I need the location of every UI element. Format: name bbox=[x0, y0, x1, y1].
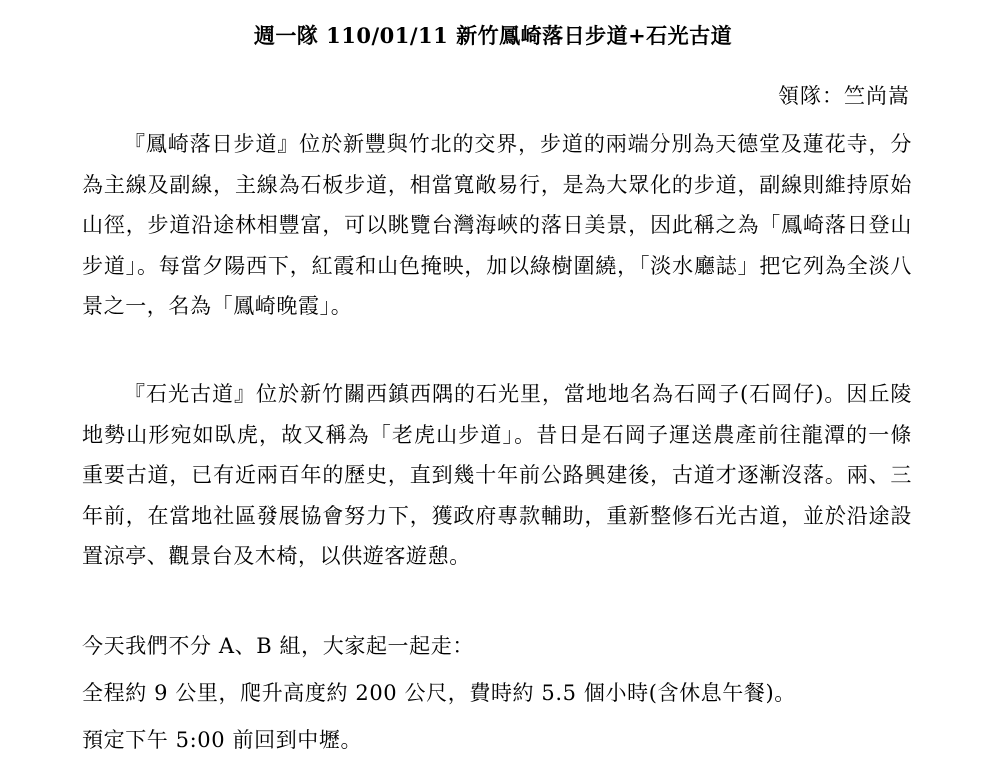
page-title: 週一隊 110/01/11 新竹鳳崎落日步道+石光古道 bbox=[253, 23, 733, 48]
leader-line: 領隊：竺尚嵩 bbox=[778, 84, 910, 108]
note-groups: 今天我們不分 A、B 組，大家起一起走： bbox=[82, 634, 474, 658]
note-distance: 全程約 9 公里，爬升高度約 200 公尺，費時約 5.5 個小時(含休息午餐)。 bbox=[82, 681, 796, 705]
paragraph-shiguang-trail: 『石光古道』位於新竹關西鎮西隅的石光里，當地地名為石岡子(石岡仔)。因丘陵地勢山形宛如臥虎，故又稱為「老虎山步道」。昔日是石岡子運送農產前往龍潭的一條重要古道，已有近兩百年的歷史，直到幾十年前公路興建後，古道才逐漸沒落。兩、三年前，在當地社區發展協會努力下，獲政府專款輔助，重新整修石光古道，並於沿途設置涼亭、觀景台及木椅，以供遊客遊憩。 bbox=[82, 382, 912, 568]
note-return-time: 預定下午 5:00 前回到中壢。 bbox=[82, 728, 363, 752]
paragraph-fengqi-trail: 『鳳崎落日步道』位於新豐與竹北的交界，步道的兩端分別為天德堂及蓮花寺，分為主線及副線，主線為石板步道，相當寬敞易行，是為大眾化的步道，副線則維持原始山徑，步道沿途林相豐富，可以眺覽台灣海峽的落日美景，因此稱之為「鳳崎落日登山步道」。每當夕陽西下，紅霞和山色掩映，加以綠樹圍繞，「淡水廳誌」把它列為全淡八景之一，名為「鳳崎晚霞」。 bbox=[82, 132, 912, 318]
